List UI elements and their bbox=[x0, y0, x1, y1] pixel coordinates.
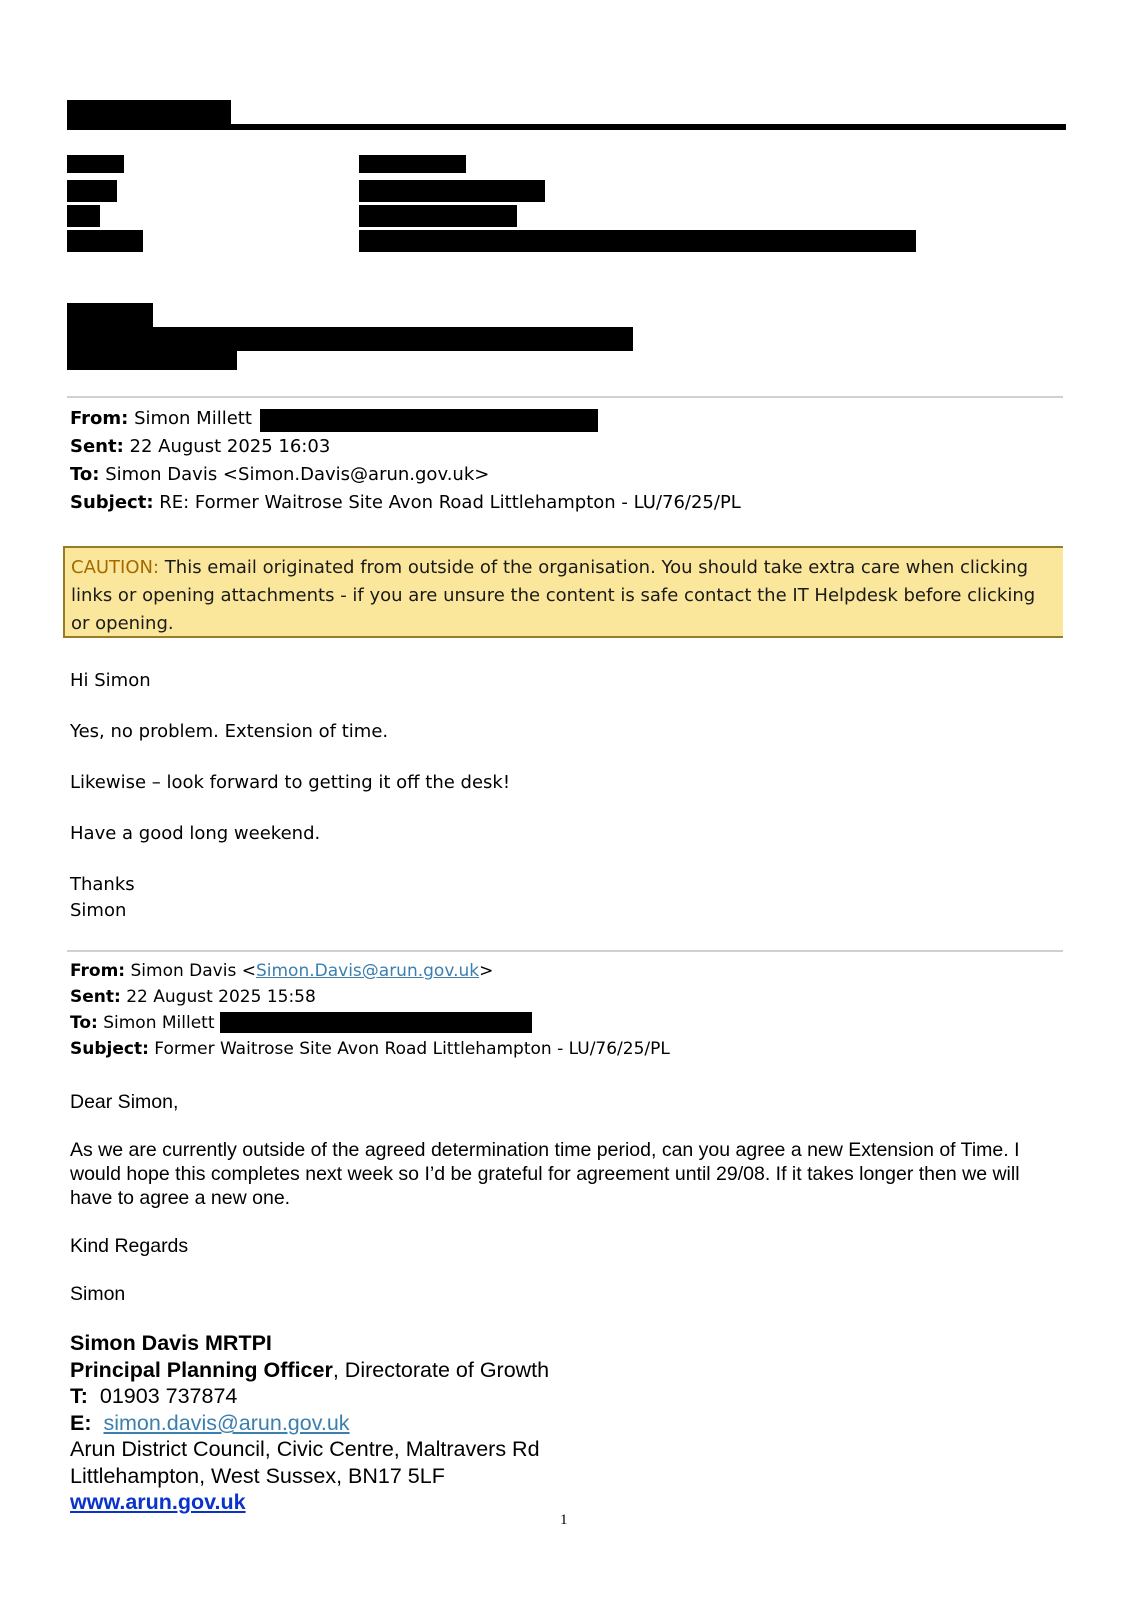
reply-line-2: Likewise – look forward to getting it off the desk! bbox=[70, 772, 511, 793]
email1-sent-row bbox=[70, 433, 330, 461]
sent-value: 22 August 2025 15:58 bbox=[126, 987, 316, 1007]
from-value: Simon Millett bbox=[134, 408, 252, 429]
reply-signoff: Thanks bbox=[70, 874, 135, 895]
reply-line-1: Yes, no problem. Extension of time. bbox=[70, 721, 389, 742]
subject-value: RE: Former Waitrose Site Avon Road Littlehampton - LU/76/25/PL bbox=[159, 492, 741, 513]
redaction-from-email bbox=[260, 409, 598, 432]
reply-greeting: Hi Simon bbox=[70, 670, 151, 691]
reply-line-3: Have a good long weekend. bbox=[70, 823, 321, 844]
signature-title: Principal Planning Officer bbox=[70, 1358, 333, 1382]
original-name: Simon bbox=[70, 1283, 126, 1305]
signature-email-row bbox=[70, 1410, 350, 1437]
signature-directorate: , Directorate of Growth bbox=[332, 1358, 550, 1382]
signature-phone-row bbox=[70, 1383, 237, 1410]
redaction-label-4 bbox=[67, 230, 143, 252]
redaction-block-3 bbox=[67, 348, 237, 370]
subject-label: Subject: bbox=[70, 492, 154, 513]
signature-email-link[interactable]: simon.davis@arun.gov.uk bbox=[103, 1411, 350, 1435]
email1-subject-row bbox=[70, 489, 741, 517]
phone-label: T: bbox=[70, 1384, 88, 1408]
email2-from-row bbox=[70, 958, 493, 984]
redaction-label-2 bbox=[67, 180, 117, 202]
redaction-value-4 bbox=[359, 230, 916, 252]
divider-2 bbox=[67, 950, 1063, 952]
redaction-to-email bbox=[220, 1012, 532, 1033]
subject-value: Former Waitrose Site Avon Road Littlehampton - LU/76/25/PL bbox=[154, 1039, 670, 1059]
to-value: Simon Millett bbox=[103, 1013, 215, 1033]
redaction-label-3 bbox=[67, 205, 100, 227]
sent-value: 22 August 2025 16:03 bbox=[129, 436, 331, 457]
original-paragraph: As we are currently outside of the agreed determination time period, can you agree a new Extension of Time. I would hope this completes next week so I’d be grateful for agreement until 29/08. If it takes longer then we will have to agree a new one. bbox=[70, 1139, 1020, 1209]
to-value: Simon Davis <Simon.Davis@arun.gov.uk> bbox=[105, 464, 490, 485]
to-label: To: bbox=[70, 464, 100, 485]
page-number: 1 bbox=[560, 1512, 568, 1528]
email2-subject-row bbox=[70, 1036, 670, 1062]
redaction-label-1 bbox=[67, 155, 124, 173]
sent-label: Sent: bbox=[70, 436, 124, 457]
email2-to-row bbox=[70, 1010, 215, 1036]
reply-name: Simon bbox=[70, 900, 127, 921]
sent-label: Sent: bbox=[70, 987, 121, 1007]
caution-label: CAUTION: bbox=[71, 557, 160, 578]
signature-name-text: Simon Davis MRTPI bbox=[70, 1331, 272, 1355]
email2-sent-row bbox=[70, 984, 316, 1010]
signature-address-2: Littlehampton, West Sussex, BN17 5LF bbox=[70, 1464, 445, 1488]
signature-name bbox=[70, 1330, 272, 1357]
original-greeting: Dear Simon, bbox=[70, 1091, 179, 1113]
from-close: > bbox=[479, 961, 494, 981]
caution-banner bbox=[63, 546, 1063, 638]
from-name: Simon Davis < bbox=[130, 961, 256, 981]
header-rule bbox=[67, 124, 1066, 130]
from-email-link[interactable]: Simon.Davis@arun.gov.uk bbox=[255, 961, 480, 981]
email-label: E: bbox=[70, 1411, 92, 1435]
redaction-value-1 bbox=[359, 155, 466, 173]
from-label: From: bbox=[70, 408, 129, 429]
divider-1 bbox=[67, 396, 1063, 398]
to-label: To: bbox=[70, 1013, 98, 1033]
website-link[interactable]: www.arun.gov.uk bbox=[70, 1490, 246, 1514]
phone-value: 01903 737874 bbox=[99, 1384, 238, 1408]
email1-from-row bbox=[70, 405, 252, 433]
redaction-value-2 bbox=[359, 180, 545, 202]
from-label: From: bbox=[70, 961, 126, 981]
caution-text: This email originated from outside of the organisation. You should take extra care when clicking links or opening attachments - if you are unsure the content is safe contact the IT Helpdesk before clicking or opening. bbox=[71, 557, 1036, 634]
original-regards: Kind Regards bbox=[70, 1235, 189, 1257]
email1-to-row bbox=[70, 461, 489, 489]
subject-label: Subject: bbox=[70, 1039, 149, 1059]
signature-address-1: Arun District Council, Civic Centre, Maltravers Rd bbox=[70, 1437, 540, 1461]
redaction-value-3 bbox=[359, 205, 517, 227]
signature-title-row bbox=[70, 1357, 549, 1384]
signature-website-row bbox=[70, 1489, 246, 1516]
